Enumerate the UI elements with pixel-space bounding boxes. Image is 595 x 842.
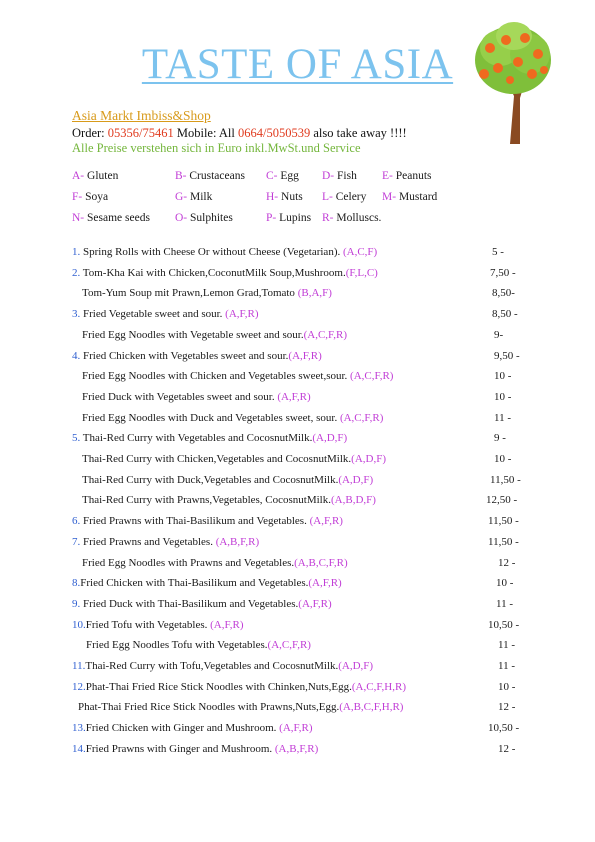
menu-item-price: 10 - [494, 390, 512, 403]
menu-item-allergens: (A,C,F,R) [350, 370, 394, 383]
menu-item-number: 3. [72, 308, 81, 321]
menu-item-name: Fried Egg Noodles with Prawns and Vegetables. [82, 556, 295, 569]
menu-item-allergens: (A,B,D,F) [331, 494, 376, 507]
menu-item-allergens: (A,F,R) [308, 577, 342, 590]
menu-item [82, 453, 512, 469]
menu-item [72, 308, 518, 324]
allergen-item: F- Soya [72, 191, 109, 203]
menu-item-price: 7,50 - [490, 266, 516, 279]
menu-item-name: Fried Tofu with Vegetables. [85, 618, 211, 631]
menu-item-allergens: (A,C,F,R) [267, 639, 311, 652]
menu-item-name: Phat-Thai Fried Rice Stick Noodles with Chinken,Nuts,Egg. [85, 680, 352, 693]
allergen-item: N- Sesame seeds [72, 212, 150, 224]
menu-item-price: 10,50 - [488, 618, 520, 631]
menu-item-price: 12,50 - [486, 494, 518, 507]
menu-item-price: 10 - [494, 370, 512, 383]
menu-item-name: Thai-Red Curry with Tofu,Vegetables and CocosnutMilk. [85, 660, 339, 672]
menu-item-price: 11 - [496, 597, 514, 610]
menu-item-name: Thai-Red Curry with Duck,Vegetables and CocosnutMilk. [82, 473, 339, 486]
order-line [72, 126, 407, 141]
menu-item-price: 8,50- [492, 287, 515, 300]
menu-item [82, 494, 518, 510]
menu-item [82, 390, 512, 407]
menu-item [72, 680, 516, 697]
menu-item-number: 14. [72, 742, 86, 755]
menu-item-number: 9. [72, 597, 81, 610]
menu-item [82, 370, 512, 386]
menu-item-allergens: (A,C,F) [342, 246, 378, 258]
menu-item-number: 1. [72, 246, 81, 258]
menu-item-name: Fried Chicken with Vegetables sweet and sour. [80, 349, 289, 362]
menu-item-allergens: (A,F,R) [288, 349, 322, 362]
menu-item-number: 5. [72, 432, 81, 445]
menu-item [72, 577, 514, 593]
menu-item-price: 9 - [494, 432, 506, 445]
menu-item [72, 246, 504, 262]
menu-item-name: Thai-Red Curry with Prawns,Vegetables, CocosnutMilk. [82, 494, 331, 507]
menu-item-name: Fried Egg Noodles with Chicken and Vegetables sweet,sour. [82, 370, 351, 383]
menu-item [82, 556, 516, 573]
menu-item-price: 10 - [494, 453, 512, 465]
menu-item [72, 432, 506, 448]
tree-illustration [470, 18, 556, 144]
menu-item-price: 11 - [498, 639, 516, 652]
menu-item [86, 639, 516, 655]
order-suffix: also take away !!!! [310, 126, 407, 140]
menu-item-price: 8,50 - [492, 308, 518, 321]
menu-item-allergens: (A,B,F,R) [274, 742, 319, 755]
menu-item-allergens: (A,D,F) [338, 473, 374, 486]
menu-item-allergens: (A,F,R) [298, 597, 332, 610]
menu-item-name: Fried Egg Noodles with Vegetable sweet and sour. [82, 328, 304, 341]
menu-item-name: Fried Prawns with Thai-Basilikum and Vegetables. [80, 515, 310, 528]
menu-item-price: 11,50 - [488, 515, 519, 528]
menu-item [72, 722, 520, 738]
menu-item-number: 8. [72, 577, 81, 590]
menu-item-price: 10 - [496, 577, 514, 590]
menu-item [72, 660, 516, 676]
menu-item-allergens: (A,F,R) [279, 722, 313, 735]
menu-item-price: 11 - [494, 411, 512, 424]
menu-item-name: Fried Chicken with Thai-Basilikum and Vegetables. [80, 577, 309, 590]
allergen-item: L- Celery [322, 191, 367, 203]
menu-item-name: Fried Prawns with Ginger and Mushroom. [85, 742, 275, 755]
menu-item [78, 701, 516, 717]
mobile-label: Mobile: All [176, 126, 238, 140]
menu-item-allergens: (A,C,F,R) [339, 411, 384, 424]
menu-item-number: 13. [72, 722, 86, 735]
menu-item-number: 10. [72, 618, 86, 631]
allergen-item: D- Fish [322, 170, 357, 182]
menu-item-allergens: (A,F,R) [225, 308, 259, 321]
menu-item-price: 10 - [498, 680, 516, 693]
prices-note: Alle Preise verstehen sich in Euro inkl.MwSt.und Service [72, 141, 361, 155]
menu-item-price: 12 - [498, 701, 516, 714]
menu-item-number: 4. [72, 349, 81, 362]
menu-item-number: 6. [72, 515, 81, 528]
shop-name: Asia Markt Imbiss&Shop [72, 108, 211, 123]
menu-item [72, 535, 519, 552]
menu-item [82, 328, 504, 345]
menu-item-allergens: (A,F,R) [277, 390, 311, 403]
menu-item-allergens: (B,A,F) [297, 287, 332, 300]
menu-item-allergens: (A,C,F,R) [303, 328, 348, 341]
menu-item [82, 287, 515, 303]
menu-item-name: Fried Duck with Vegetables sweet and sour. [82, 390, 278, 403]
menu-item-allergens: (A,F,R) [210, 618, 244, 631]
menu-item [72, 349, 520, 366]
menu-item-price: 11,50 - [490, 473, 521, 486]
allergen-item: G- Milk [175, 191, 213, 203]
mobile-phone: 0664/5050539 [237, 126, 311, 140]
menu-item [72, 266, 516, 283]
menu-item-name: Fried Prawns and Vegetables. [80, 535, 216, 548]
menu-item-price: 9,50 - [494, 349, 520, 362]
allergen-item: B- Crustaceans [175, 170, 245, 182]
menu-item-name: Tom-Yum Soup mit Prawn,Lemon Grad,Tomato [82, 287, 298, 300]
allergen-item: E- Peanuts [382, 170, 432, 182]
menu-item-name: Thai-Red Curry with Chicken,Vegetables and CocosnutMilk. [82, 453, 352, 465]
menu-item-allergens: (A,B,F,R) [215, 535, 260, 548]
allergen-item: M- Mustard [382, 191, 438, 203]
menu-item-name: Fried Vegetable sweet and sour. [80, 308, 226, 321]
allergen-item: C- Egg [266, 170, 299, 182]
allergen-item: R- Molluscs. [322, 212, 382, 224]
menu-item-price: 10,50 - [488, 722, 520, 735]
menu-item-allergens: (A,B,C,F,H,R) [339, 701, 404, 714]
menu-item-price: 11,50 - [488, 535, 519, 548]
menu-item-name: Fried Egg Noodles Tofu with Vegetables. [86, 639, 268, 652]
allergen-item: O- Sulphites [175, 212, 233, 224]
menu-item-allergens: (A,D,F) [338, 660, 374, 672]
menu-item-number: 7. [72, 535, 81, 548]
order-label: Order: [72, 126, 108, 140]
menu-item-price: 12 - [498, 742, 516, 755]
menu-item-allergens: (F,L,C) [345, 266, 378, 279]
menu-item [72, 742, 516, 759]
menu-item-name: Phat-Thai Fried Rice Stick Noodles with Prawns,Nuts,Egg. [78, 701, 340, 714]
menu-item-name: Spring Rolls with Cheese Or without Cheese (Vegetarian). [80, 246, 343, 258]
menu-item-price: 11 - [498, 660, 516, 672]
allergen-item: A- Gluten [72, 170, 119, 182]
menu-item [72, 597, 514, 614]
allergen-item: P- Lupins [266, 212, 312, 224]
order-phone: 05356/75461 [107, 126, 177, 140]
menu-item-number: 2. [72, 266, 81, 279]
menu-item [72, 515, 519, 531]
menu-item-price: 9- [494, 328, 504, 341]
allergen-item: H- Nuts [266, 191, 303, 203]
menu-item-name: Fried Duck with Thai-Basilikum and Vegetables. [80, 597, 299, 610]
menu-item-number: 12. [72, 680, 86, 693]
menu-item-allergens: (A,D,F) [312, 432, 348, 445]
menu-item-price: 12 - [498, 556, 516, 569]
menu-item-price: 5 - [492, 246, 504, 258]
menu-item-name: Thai-Red Curry with Vegetables and CocosnutMilk. [80, 432, 313, 445]
menu-item-name: Fried Chicken with Ginger and Mushroom. [85, 722, 280, 735]
menu-item-allergens: (A,C,F,H,R) [351, 680, 406, 693]
menu-item-allergens: (A,B,C,F,R) [294, 556, 348, 569]
menu-item-number: 11. [72, 660, 86, 672]
menu-item-allergens: (A,F,R) [309, 515, 343, 528]
menu-item-name: Fried Egg Noodles with Duck and Vegetables sweet, sour. [82, 411, 340, 424]
page-title: TASTE OF ASIA [141, 41, 454, 88]
menu-item [72, 618, 520, 635]
menu-item-name: Tom-Kha Kai with Chicken,CoconutMilk Soup,Mushroom. [80, 266, 346, 279]
menu-item [82, 411, 512, 428]
menu-item-allergens: (A,D,F) [351, 453, 386, 465]
menu-item [82, 473, 521, 490]
